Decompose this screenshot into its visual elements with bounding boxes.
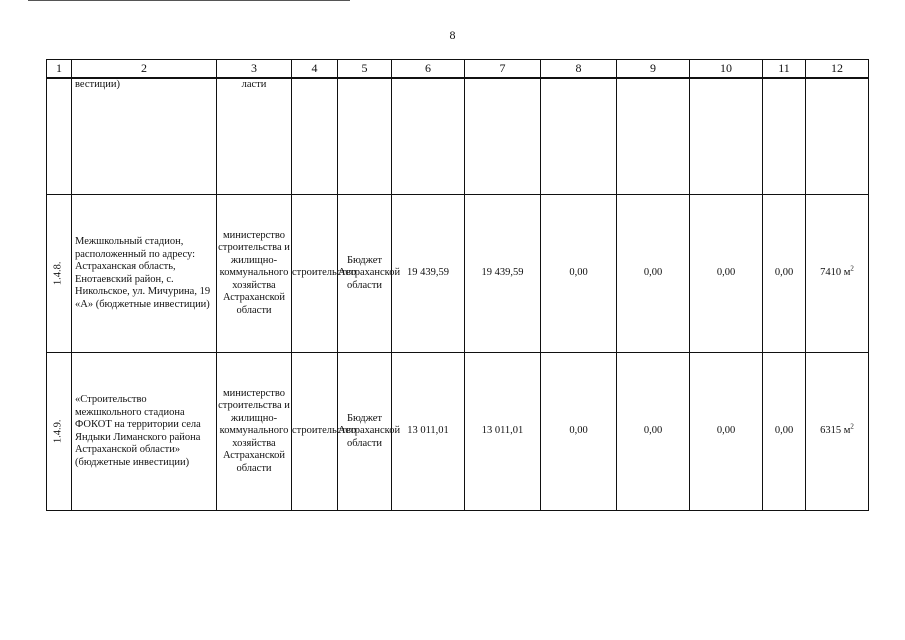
row-number: 1.4.8. (47, 195, 72, 353)
table-cell (617, 78, 690, 195)
row-col10: 0,00 (690, 195, 763, 353)
header-cell: 2 (72, 60, 217, 79)
table-cell (465, 78, 541, 195)
row-agency: министерство строительства и жилищно-коммунального хозяйства Астраханской области (217, 195, 292, 353)
header-rule (28, 0, 350, 1)
row-col6: 19 439,59 (392, 195, 465, 353)
table-cell (338, 78, 392, 195)
continuation-row (47, 78, 869, 195)
row-col7: 13 011,01 (465, 353, 541, 511)
table-cell (690, 78, 763, 195)
table-row (47, 195, 869, 353)
header-cell: 11 (763, 60, 806, 79)
row-col8: 0,00 (541, 195, 617, 353)
row-col6: 13 011,01 (392, 353, 465, 511)
header-cell: 3 (217, 60, 292, 79)
row-number: 1.4.9. (47, 353, 72, 511)
header-cell: 5 (338, 60, 392, 79)
continuation-description: вестиции) (72, 78, 217, 195)
page-number: 8 (449, 28, 456, 42)
row-col7: 19 439,59 (465, 195, 541, 353)
header-cell: 8 (541, 60, 617, 79)
header-cell: 10 (690, 60, 763, 79)
row-col10: 0,00 (690, 353, 763, 511)
row-source: Бюджет Астраханской области (338, 353, 392, 511)
header-cell: 12 (806, 60, 869, 79)
table-header-row (47, 60, 869, 79)
area-unit-superscript: 2 (850, 422, 854, 431)
row-col9: 0,00 (617, 353, 690, 511)
row-type: строительство (292, 195, 338, 353)
row-col11: 0,00 (763, 195, 806, 353)
row-description: Межшкольный стадион, расположенный по адресу: Астраханская область, Енотаевский район, с. Никольское, ул. Мичурина, 19 «А» (бюджетные инвестиции) (72, 195, 217, 353)
row-col8: 0,00 (541, 353, 617, 511)
header-cell: 7 (465, 60, 541, 79)
header-cell: 6 (392, 60, 465, 79)
header-cell: 9 (617, 60, 690, 79)
area-unit-superscript: 2 (850, 264, 854, 273)
row-description: «Строительство межшкольного стадиона ФОКОТ на территории села Яндыки Лиманского района Астраханской области» (бюджетные инвестиции) (72, 353, 217, 511)
table-cell (47, 78, 72, 195)
row-col12 (806, 195, 869, 353)
row-type: строительство (292, 353, 338, 511)
row-col9: 0,00 (617, 195, 690, 353)
row-col11: 0,00 (763, 353, 806, 511)
table-cell (806, 78, 869, 195)
row-source: Бюджет Астраханской области (338, 195, 392, 353)
area-value: 7410 м (820, 267, 851, 279)
table-cell (541, 78, 617, 195)
table-cell (292, 78, 338, 195)
header-cell: 1 (47, 60, 72, 79)
budget-table (46, 59, 869, 511)
continuation-agency: ласти (217, 78, 292, 195)
area-value: 6315 м (820, 425, 851, 437)
table-cell (392, 78, 465, 195)
table-cell (763, 78, 806, 195)
row-agency: министерство строительства и жилищно-коммунального хозяйства Астраханской области (217, 353, 292, 511)
row-col12 (806, 353, 869, 511)
header-cell: 4 (292, 60, 338, 79)
table-row (47, 353, 869, 511)
